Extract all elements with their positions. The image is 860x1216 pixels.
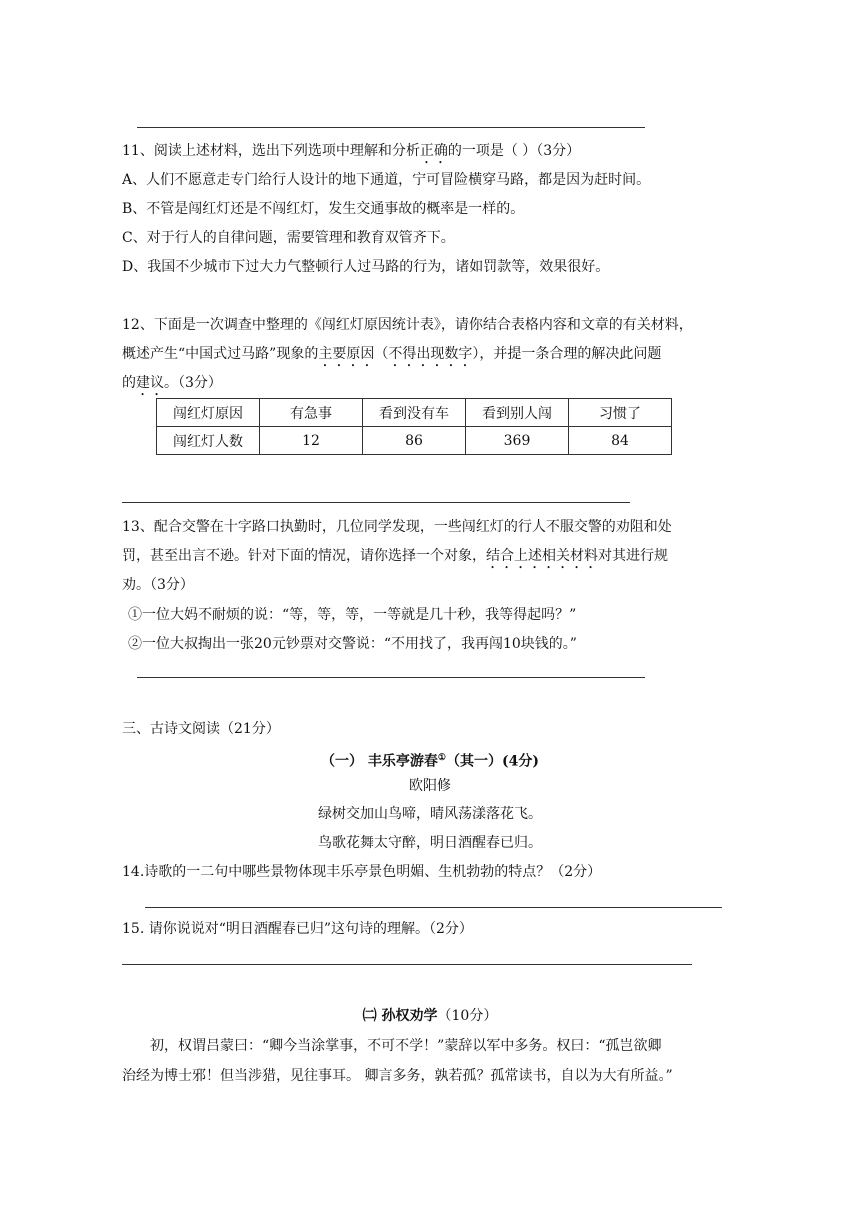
question-12-line-2: 概述产生“中国式过马路”现象的主要原因（不得出现数字），并提一条合理的解决此问题 <box>122 346 662 362</box>
answer-line <box>145 907 722 908</box>
question-12-line-3: 的建议。（3分） <box>122 375 222 391</box>
table-cell: 闯红灯原因 <box>157 399 260 427</box>
table-cell: 86 <box>363 427 466 455</box>
table-cell: 12 <box>260 427 363 455</box>
answer-line <box>122 964 692 965</box>
table-cell: 369 <box>466 427 569 455</box>
prose-paragraph-line-1: 初，权谓吕蒙曰：“卿今当涂掌事，不可不学！”蒙辞以军中多务。权曰：“孤岂欲卿 <box>150 1038 662 1054</box>
table-cell: 84 <box>569 427 672 455</box>
question-13-item-2: ②一位大叔掏出一张20元钞票对交警说：“不用找了，我再闯10块钱的。” <box>128 636 577 652</box>
question-11-option-c: C、对于行人的自律问题，需要管理和教育双管齐下。 <box>122 230 455 246</box>
table-row <box>157 427 672 455</box>
table-cell: 闯红灯人数 <box>157 427 260 455</box>
poem-line-2: 鸟歌花舞太守醉，明日酒醒春已归。 <box>318 835 542 851</box>
poem-title: （一） 丰乐亭游春①（其一）(4分) <box>321 753 539 770</box>
prose-title: ㈡ 孙权劝学（10分） <box>362 1008 498 1024</box>
table-cell: 看到别人闯 <box>466 399 569 427</box>
table-cell: 看到没有车 <box>363 399 466 427</box>
question-11-option-a: A、人们不愿意走专门给行人设计的地下通道，宁可冒险横穿马路，都是因为赶时间。 <box>122 172 651 188</box>
question-14: 14.诗歌的一二句中哪些景物体现丰乐亭景色明媚、生机勃勃的特点？（2分） <box>122 864 602 880</box>
poem-author: 欧阳修 <box>409 778 451 794</box>
red-light-statistics-table <box>156 398 672 455</box>
section-3-heading: 三、古诗文阅读（21分） <box>122 721 280 737</box>
answer-line <box>137 677 645 678</box>
answer-line <box>122 502 630 503</box>
question-12-line-1: 12、下面是一次调查中整理的《闯红灯原因统计表》，请你结合表格内容和文章的有关材料， <box>122 317 693 333</box>
table-cell: 有急事 <box>260 399 363 427</box>
question-11-stem: 11、阅读上述材料，选出下列选项中理解和分析正确的一项是（ ）（3分） <box>122 143 581 159</box>
question-11-option-b: B、不管是闯红灯还是不闯红灯，发生交通事故的概率是一样的。 <box>122 201 525 217</box>
table-header-row <box>157 399 672 427</box>
question-15: 15. 请你说说对“明日酒醒春已归”这句诗的理解。（2分） <box>122 921 473 937</box>
table-cell: 习惯了 <box>569 399 672 427</box>
question-13-line-3: 劝。（3分） <box>122 577 194 593</box>
question-13-line-1: 13、配合交警在十字路口执勤时，几位同学发现，一些闯红灯的行人不服交警的劝阻和处 <box>122 519 672 535</box>
poem-line-1: 绿树交加山鸟啼，晴风荡漾落花飞。 <box>318 806 542 822</box>
prose-paragraph-line-2: 治经为博士邪！但当涉猎，见往事耳。 卿言多务，孰若孤？孤常读书，自以为大有所益。” <box>122 1068 673 1084</box>
question-13-item-1: ①一位大妈不耐烦的说：“等，等，等，一等就是几十秒，我等得起吗？” <box>128 607 577 623</box>
question-13-line-2: 罚，甚至出言不逊。针对下面的情况，请你选择一个对象，结合上述相关材料对其进行规 <box>122 548 668 564</box>
question-11-option-d: D、我国不少城市下过大力气整顿行人过马路的行为，诸如罚款等，效果很好。 <box>122 259 610 275</box>
answer-line <box>137 127 645 128</box>
